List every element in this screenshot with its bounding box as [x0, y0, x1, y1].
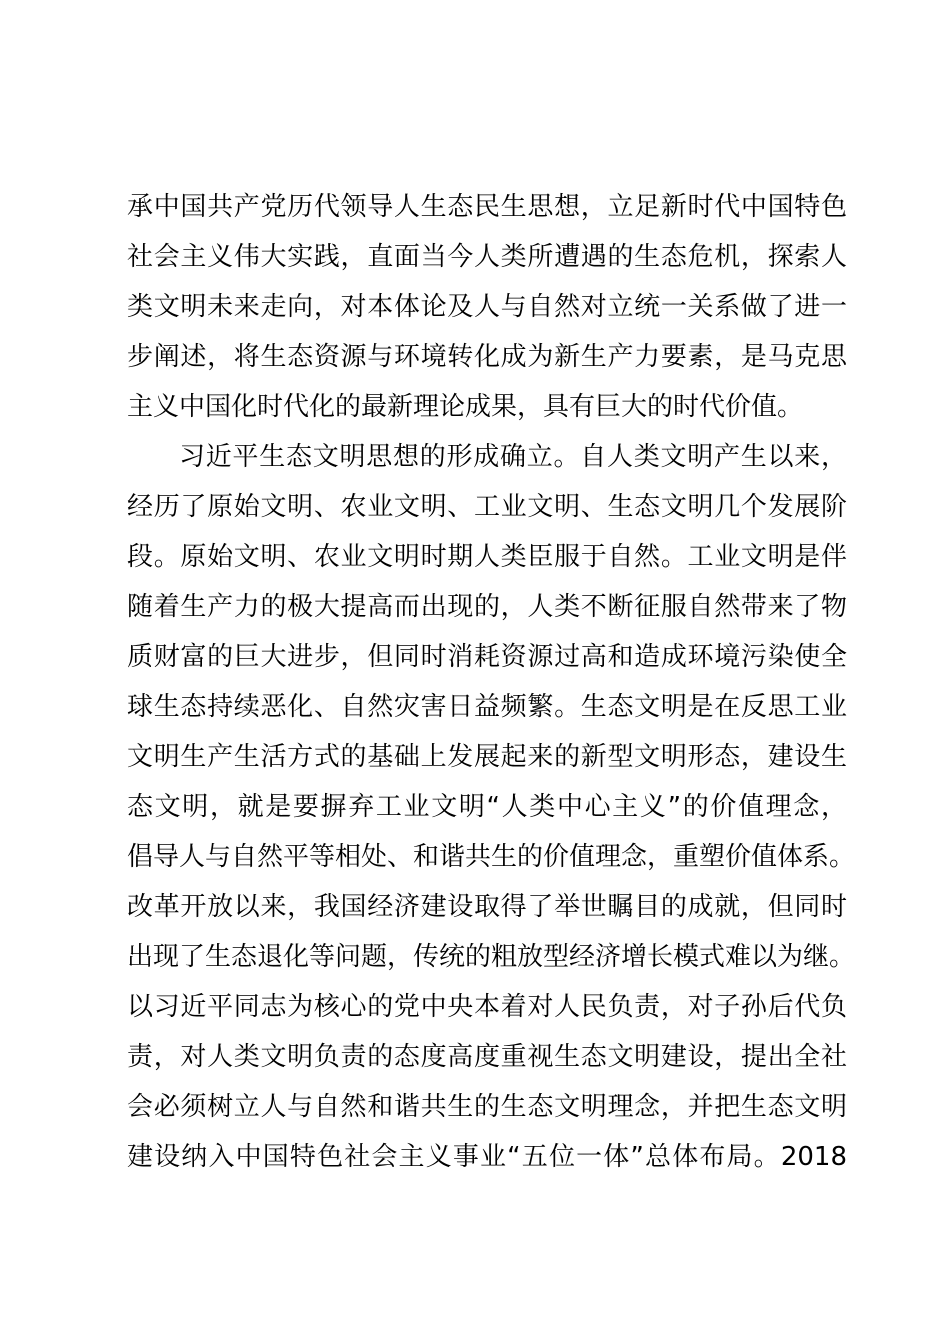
paragraph-2-line-7: 文明生产生活方式的基础上发展起来的新型文明形态，建设生: [127, 742, 847, 772]
paragraph-2-line-3: 段。原始文明、农业文明时期人类臣服于自然。工业文明是伴: [127, 542, 847, 572]
body-text: [127, 182, 856, 1182]
paragraph-2-line-5: 质财富的巨大进步，但同时消耗资源过高和造成环境污染使全: [127, 642, 847, 672]
paragraph-2-line-14: 会必须树立人与自然和谐共生的生态文明理念，并把生态文明: [127, 1092, 847, 1122]
paragraph-2-line-1: 习近平生态文明思想的形成确立。自人类文明产生以来，: [179, 442, 847, 472]
paragraph-2-line-15: 建设纳入中国特色社会主义事业“五位一体”总体布局。2018: [127, 1142, 847, 1172]
paragraph-2-line-2: 经历了原始文明、农业文明、工业文明、生态文明几个发展阶: [127, 492, 847, 522]
paragraph-1-line-3: 类文明未来走向，对本体论及人与自然对立统一关系做了进一: [127, 292, 847, 322]
paragraph-1-line-2: 社会主义伟大实践，直面当今人类所遭遇的生态危机，探索人: [127, 242, 847, 272]
paragraph-2-line-8: 态文明，就是要摒弃工业文明“人类中心主义”的价值理念，: [127, 792, 847, 822]
paragraph-2-line-6: 球生态持续恶化、自然灾害日益频繁。生态文明是在反思工业: [127, 692, 847, 722]
paragraph-1-line-4: 步阐述，将生态资源与环境转化成为新生产力要素，是马克思: [127, 342, 847, 372]
paragraph-1-line-5: 主义中国化时代化的最新理论成果，具有巨大的时代价值。: [127, 392, 804, 422]
paragraph-2-line-9: 倡导人与自然平等相处、和谐共生的价值理念，重塑价值体系。: [127, 842, 856, 872]
paragraph-2-line-10: 改革开放以来，我国经济建设取得了举世瞩目的成就，但同时: [127, 892, 847, 922]
paragraph-2-line-4: 随着生产力的极大提高而出现的，人类不断征服自然带来了物: [127, 592, 847, 622]
paragraph-2-line-13: 责，对人类文明负责的态度高度重视生态文明建设，提出全社: [127, 1042, 847, 1072]
paragraph-2-line-11: 出现了生态退化等问题，传统的粗放型经济增长模式难以为继。: [127, 942, 856, 972]
paragraph-1-line-1: 承中国共产党历代领导人生态民生思想，立足新时代中国特色: [127, 192, 847, 222]
paragraph-2-line-12: 以习近平同志为核心的党中央本着对人民负责，对子孙后代负: [127, 992, 847, 1022]
